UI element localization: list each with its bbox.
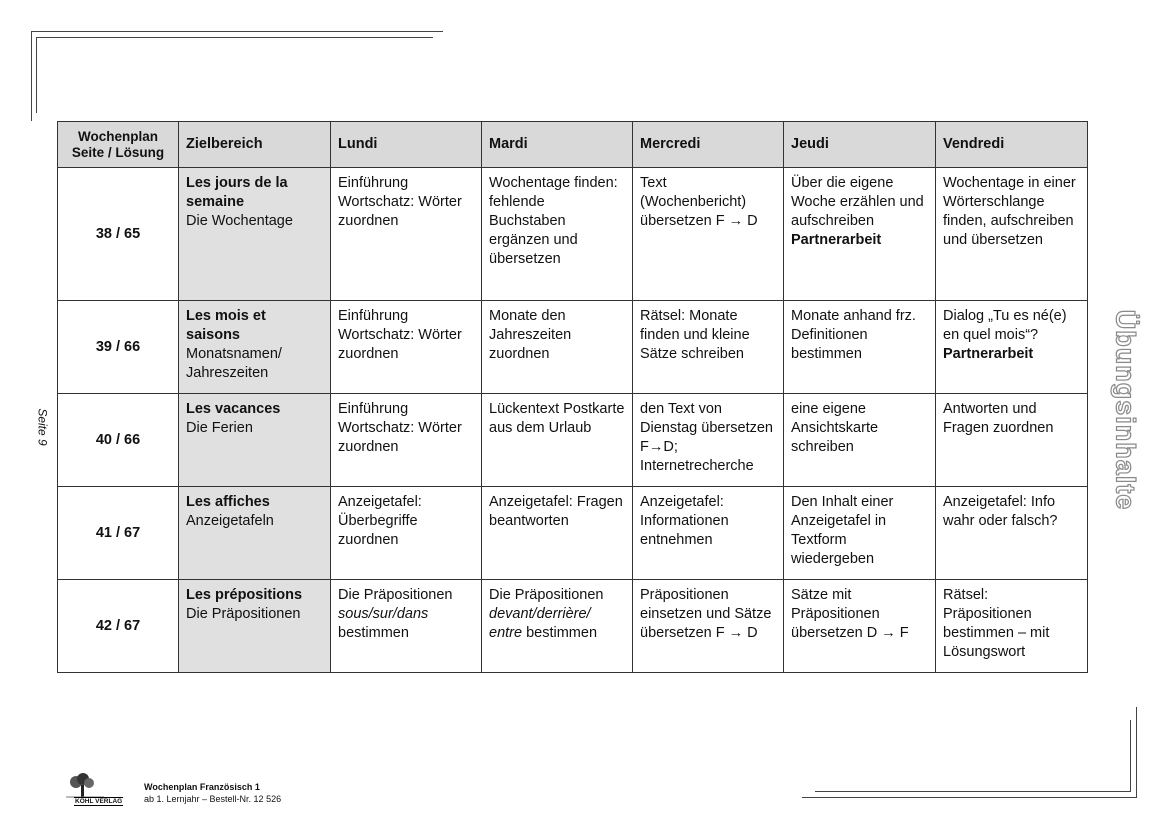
jeudi-text: Sätze mit Präpositionen übersetzen D → F: [791, 587, 909, 641]
zone-title: Les vacances: [186, 401, 281, 417]
jeudi-cell: [784, 394, 936, 487]
frame-top-left-horizontal-outer: [31, 31, 443, 32]
lundi-text: Einführung Wortschatz: Wörter zuordnen: [338, 401, 462, 455]
vendredi-cell: [936, 487, 1088, 580]
vendredi-cell: [936, 580, 1088, 673]
zone-title: Les prépositions: [186, 587, 303, 603]
jeudi-cell: [784, 168, 936, 301]
frame-bottom-right-vertical-inner: [1130, 720, 1131, 792]
zone-cell: [179, 394, 331, 487]
vendredi-text: Anzeigetafel: Info wahr oder falsch?: [943, 494, 1058, 529]
column-header-mardi: Mardi: [482, 122, 633, 168]
footer-title: Wochenplan Französisch 1: [144, 782, 260, 792]
brand-logo-text: KOHL VERLAG: [75, 798, 123, 805]
mardi-text: Monate den Jahreszeiten zuordnen: [489, 308, 572, 362]
zone-cell: [179, 301, 331, 394]
jeudi-cell: [784, 580, 936, 673]
zone-cell: [179, 168, 331, 301]
lundi-text: Die Präpositionen: [338, 587, 453, 603]
mercredi-text: den Text von Dienstag übersetzen F→D; Internetrecherche: [640, 401, 773, 474]
zone-title: Les jours de la semaine: [186, 175, 288, 210]
lundi-text: Anzeigetafel: Überbegriffe zuordnen: [338, 494, 422, 548]
column-header-jeudi: Jeudi: [784, 122, 936, 168]
column-header-mercredi: Mercredi: [633, 122, 784, 168]
vendredi-text: Wochentage in einer Wörterschlange finden, aufschreiben und übersetzen: [943, 175, 1076, 248]
mercredi-text: Präpositionen einsetzen und Sätze übersetzen F → D: [640, 587, 772, 641]
column-header-plan: Wochenplan Seite / Lösung: [58, 122, 179, 168]
mercredi-cell: [633, 301, 784, 394]
mardi-cell: [482, 301, 633, 394]
zone-subtitle: Anzeigetafeln: [186, 513, 274, 529]
zone-subtitle: Die Ferien: [186, 420, 253, 436]
jeudi-bold-note: Partnerarbeit: [791, 232, 882, 248]
frame-top-left-vertical-outer: [31, 31, 32, 121]
vendredi-bold-note: Partnerarbeit: [943, 346, 1034, 362]
mardi-text: Lückentext Postkarte aus dem Urlaub: [489, 401, 625, 436]
frame-bottom-right-horizontal-inner: [815, 791, 1130, 792]
zone-cell: [179, 580, 331, 673]
vendredi-text: Dialog „Tu es né(e) en quel mois“?: [943, 308, 1067, 343]
plan-cell: 39 / 66: [58, 301, 179, 394]
frame-top-left-horizontal-inner: [36, 37, 433, 38]
zone-subtitle: Die Präpositionen: [186, 606, 301, 622]
mardi-text-end: bestimmen: [526, 625, 598, 641]
jeudi-cell: [784, 487, 936, 580]
lundi-cell: [331, 168, 482, 301]
zone-subtitle: Monatsnamen/ Jahreszeiten: [186, 346, 282, 381]
lundi-cell: [331, 487, 482, 580]
table-row: [58, 580, 1088, 673]
mercredi-cell: [633, 487, 784, 580]
mardi-cell: [482, 487, 633, 580]
frame-bottom-right-vertical-outer: [1136, 707, 1137, 798]
lundi-cell: [331, 394, 482, 487]
table-row: [58, 487, 1088, 580]
zone-title: Les affiches: [186, 494, 270, 510]
column-header-zone: Zielbereich: [179, 122, 331, 168]
column-header-vendredi: Vendredi: [936, 122, 1088, 168]
footer-subtitle: ab 1. Lernjahr – Bestell-Nr. 12 526: [144, 794, 282, 804]
section-title: Übungsinhalte: [1110, 309, 1141, 511]
mardi-text: Die Präpositionen: [489, 587, 604, 603]
vendredi-text: Rätsel: Präpositionen bestimmen – mit Lösungswort: [943, 587, 1050, 660]
mercredi-text: Text (Wochenbericht) übersetzen F → D: [640, 175, 758, 229]
mardi-text: Wochentage finden: fehlende Buchstaben ergänzen und übersetzen: [489, 175, 618, 267]
page-number-label: Seite 9: [35, 408, 50, 446]
mercredi-text: Rätsel: Monate finden und kleine Sätze schreiben: [640, 308, 750, 362]
lundi-text-end: bestimmen: [338, 625, 409, 641]
mercredi-cell: [633, 168, 784, 301]
column-header-lundi: Lundi: [331, 122, 482, 168]
mercredi-cell: [633, 580, 784, 673]
weekly-plan-table: [57, 121, 1088, 673]
jeudi-text: eine eigene Ansichtskarte schreiben: [791, 401, 879, 455]
lundi-italic-text: sous/sur/dans: [338, 606, 429, 622]
frame-top-left-vertical-inner: [36, 37, 37, 113]
table-row: [58, 168, 1088, 301]
lundi-cell: [331, 301, 482, 394]
mardi-text: Anzeigetafel: Fragen beantworten: [489, 494, 623, 529]
table-row: [58, 301, 1088, 394]
zone-subtitle: Die Wochentage: [186, 213, 293, 229]
vendredi-cell: [936, 301, 1088, 394]
lundi-cell: [331, 580, 482, 673]
plan-cell: 40 / 66: [58, 394, 179, 487]
zone-title: Les mois et saisons: [186, 308, 266, 343]
mercredi-text: Anzeigetafel: Informationen entnehmen: [640, 494, 729, 548]
plan-cell: 42 / 67: [58, 580, 179, 673]
jeudi-text: Über die eigene Woche erzählen und aufschreiben: [791, 175, 924, 229]
mardi-italic-text: devant/derrière/ entre: [489, 606, 591, 641]
mardi-cell: [482, 394, 633, 487]
mardi-cell: [482, 168, 633, 301]
frame-bottom-right-horizontal-outer: [802, 797, 1137, 798]
jeudi-cell: [784, 301, 936, 394]
mardi-cell: [482, 580, 633, 673]
table-row: [58, 394, 1088, 487]
plan-cell: 41 / 67: [58, 487, 179, 580]
table-header-row: [58, 122, 1088, 168]
vendredi-cell: [936, 394, 1088, 487]
zone-cell: [179, 487, 331, 580]
jeudi-text: Den Inhalt einer Anzeigetafel in Textform wiedergeben: [791, 494, 894, 567]
plan-cell: 38 / 65: [58, 168, 179, 301]
jeudi-text: Monate anhand frz. Definitionen bestimmen: [791, 308, 916, 362]
vendredi-text: Antworten und Fragen zuordnen: [943, 401, 1054, 436]
lundi-text: Einführung Wortschatz: Wörter zuordnen: [338, 175, 462, 229]
lundi-text: Einführung Wortschatz: Wörter zuordnen: [338, 308, 462, 362]
vendredi-cell: [936, 168, 1088, 301]
mercredi-cell: [633, 394, 784, 487]
